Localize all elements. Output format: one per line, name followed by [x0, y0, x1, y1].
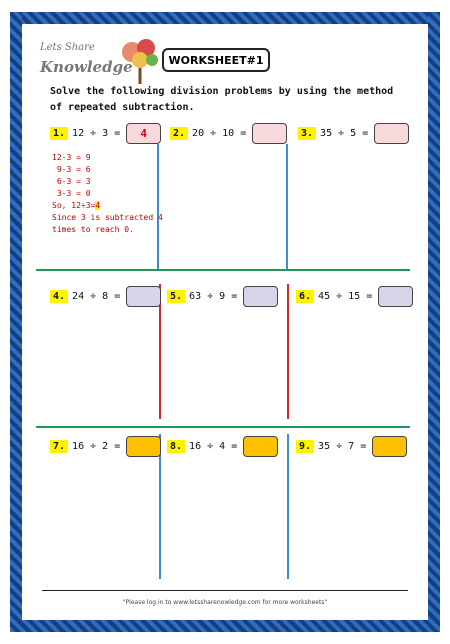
answer-box[interactable] — [378, 286, 413, 307]
page-border-right — [428, 12, 440, 632]
logo-line2: Knowledge — [40, 58, 133, 76]
logo-line1: Lets Share — [40, 42, 95, 53]
worked-solution — [52, 152, 163, 236]
answer-box[interactable]: 4 — [126, 123, 161, 144]
problem-number: 2. — [170, 127, 188, 140]
logo — [32, 34, 182, 86]
footer-rule — [42, 590, 408, 591]
problem-3 — [298, 123, 409, 144]
problem-expression: 24 ÷ 8 = — [72, 291, 121, 302]
problem-number: 9. — [296, 440, 314, 453]
answer-box[interactable] — [243, 286, 278, 307]
row-divider-2 — [36, 426, 410, 428]
divider-col2-row2 — [287, 284, 289, 419]
problem-number: 1. — [50, 127, 68, 140]
answer-box[interactable] — [374, 123, 409, 144]
problem-number: 4. — [50, 290, 68, 303]
work-conclusion-text: So, 12÷3= — [52, 201, 96, 210]
work-line: 9-3 = 6 — [52, 165, 91, 174]
problem-expression: 63 ÷ 9 = — [189, 291, 238, 302]
problem-number: 6. — [296, 290, 314, 303]
problem-8 — [167, 436, 278, 457]
work-line: 12-3 = 9 — [52, 153, 91, 162]
problem-1 — [50, 123, 161, 144]
problem-7 — [50, 436, 161, 457]
work-conclusion — [52, 200, 163, 212]
work-line: 3-3 = 0 — [52, 189, 91, 198]
problem-4 — [50, 286, 161, 307]
problem-number: 7. — [50, 440, 68, 453]
problem-expression: 35 ÷ 5 = — [320, 128, 369, 139]
work-note: times to reach 0. — [52, 225, 134, 234]
answer-box[interactable] — [126, 286, 161, 307]
problem-expression: 16 ÷ 4 = — [189, 441, 238, 452]
worksheet-title: WORKSHEET#1 — [162, 48, 270, 72]
work-note: Since 3 is subtracted 4 — [52, 213, 163, 222]
answer-box[interactable] — [372, 436, 407, 457]
problem-number: 5. — [167, 290, 185, 303]
answer-box[interactable] — [126, 436, 161, 457]
problem-5 — [167, 286, 278, 307]
problem-expression: 20 ÷ 10 = — [192, 128, 247, 139]
problem-9 — [296, 436, 407, 457]
problem-expression: 16 ÷ 2 = — [72, 441, 121, 452]
divider-col2-row3 — [287, 434, 289, 579]
problem-6 — [296, 286, 413, 307]
problem-number: 8. — [167, 440, 185, 453]
page-border-bottom — [10, 620, 440, 632]
problem-expression: 45 ÷ 15 = — [318, 291, 373, 302]
answer-box[interactable] — [252, 123, 287, 144]
worksheet-page — [22, 24, 428, 620]
problem-expression: 35 ÷ 7 = — [318, 441, 367, 452]
work-conclusion-value: 4 — [95, 201, 101, 210]
problem-2 — [170, 123, 287, 144]
page-border-left — [10, 12, 22, 632]
instructions: Solve the following division problems by using the method of repeated subtraction. — [50, 86, 394, 113]
problem-expression: 12 ÷ 3 = — [72, 128, 121, 139]
problem-number: 3. — [298, 127, 316, 140]
footer-note: "Please log in to www.letssharenowledge.com for more worksheets" — [122, 599, 328, 606]
answer-box[interactable] — [243, 436, 278, 457]
work-line: 6-3 = 3 — [52, 177, 91, 186]
divider-col2-row1 — [286, 144, 288, 269]
page-border-top — [10, 12, 440, 24]
row-divider-1 — [36, 269, 410, 271]
